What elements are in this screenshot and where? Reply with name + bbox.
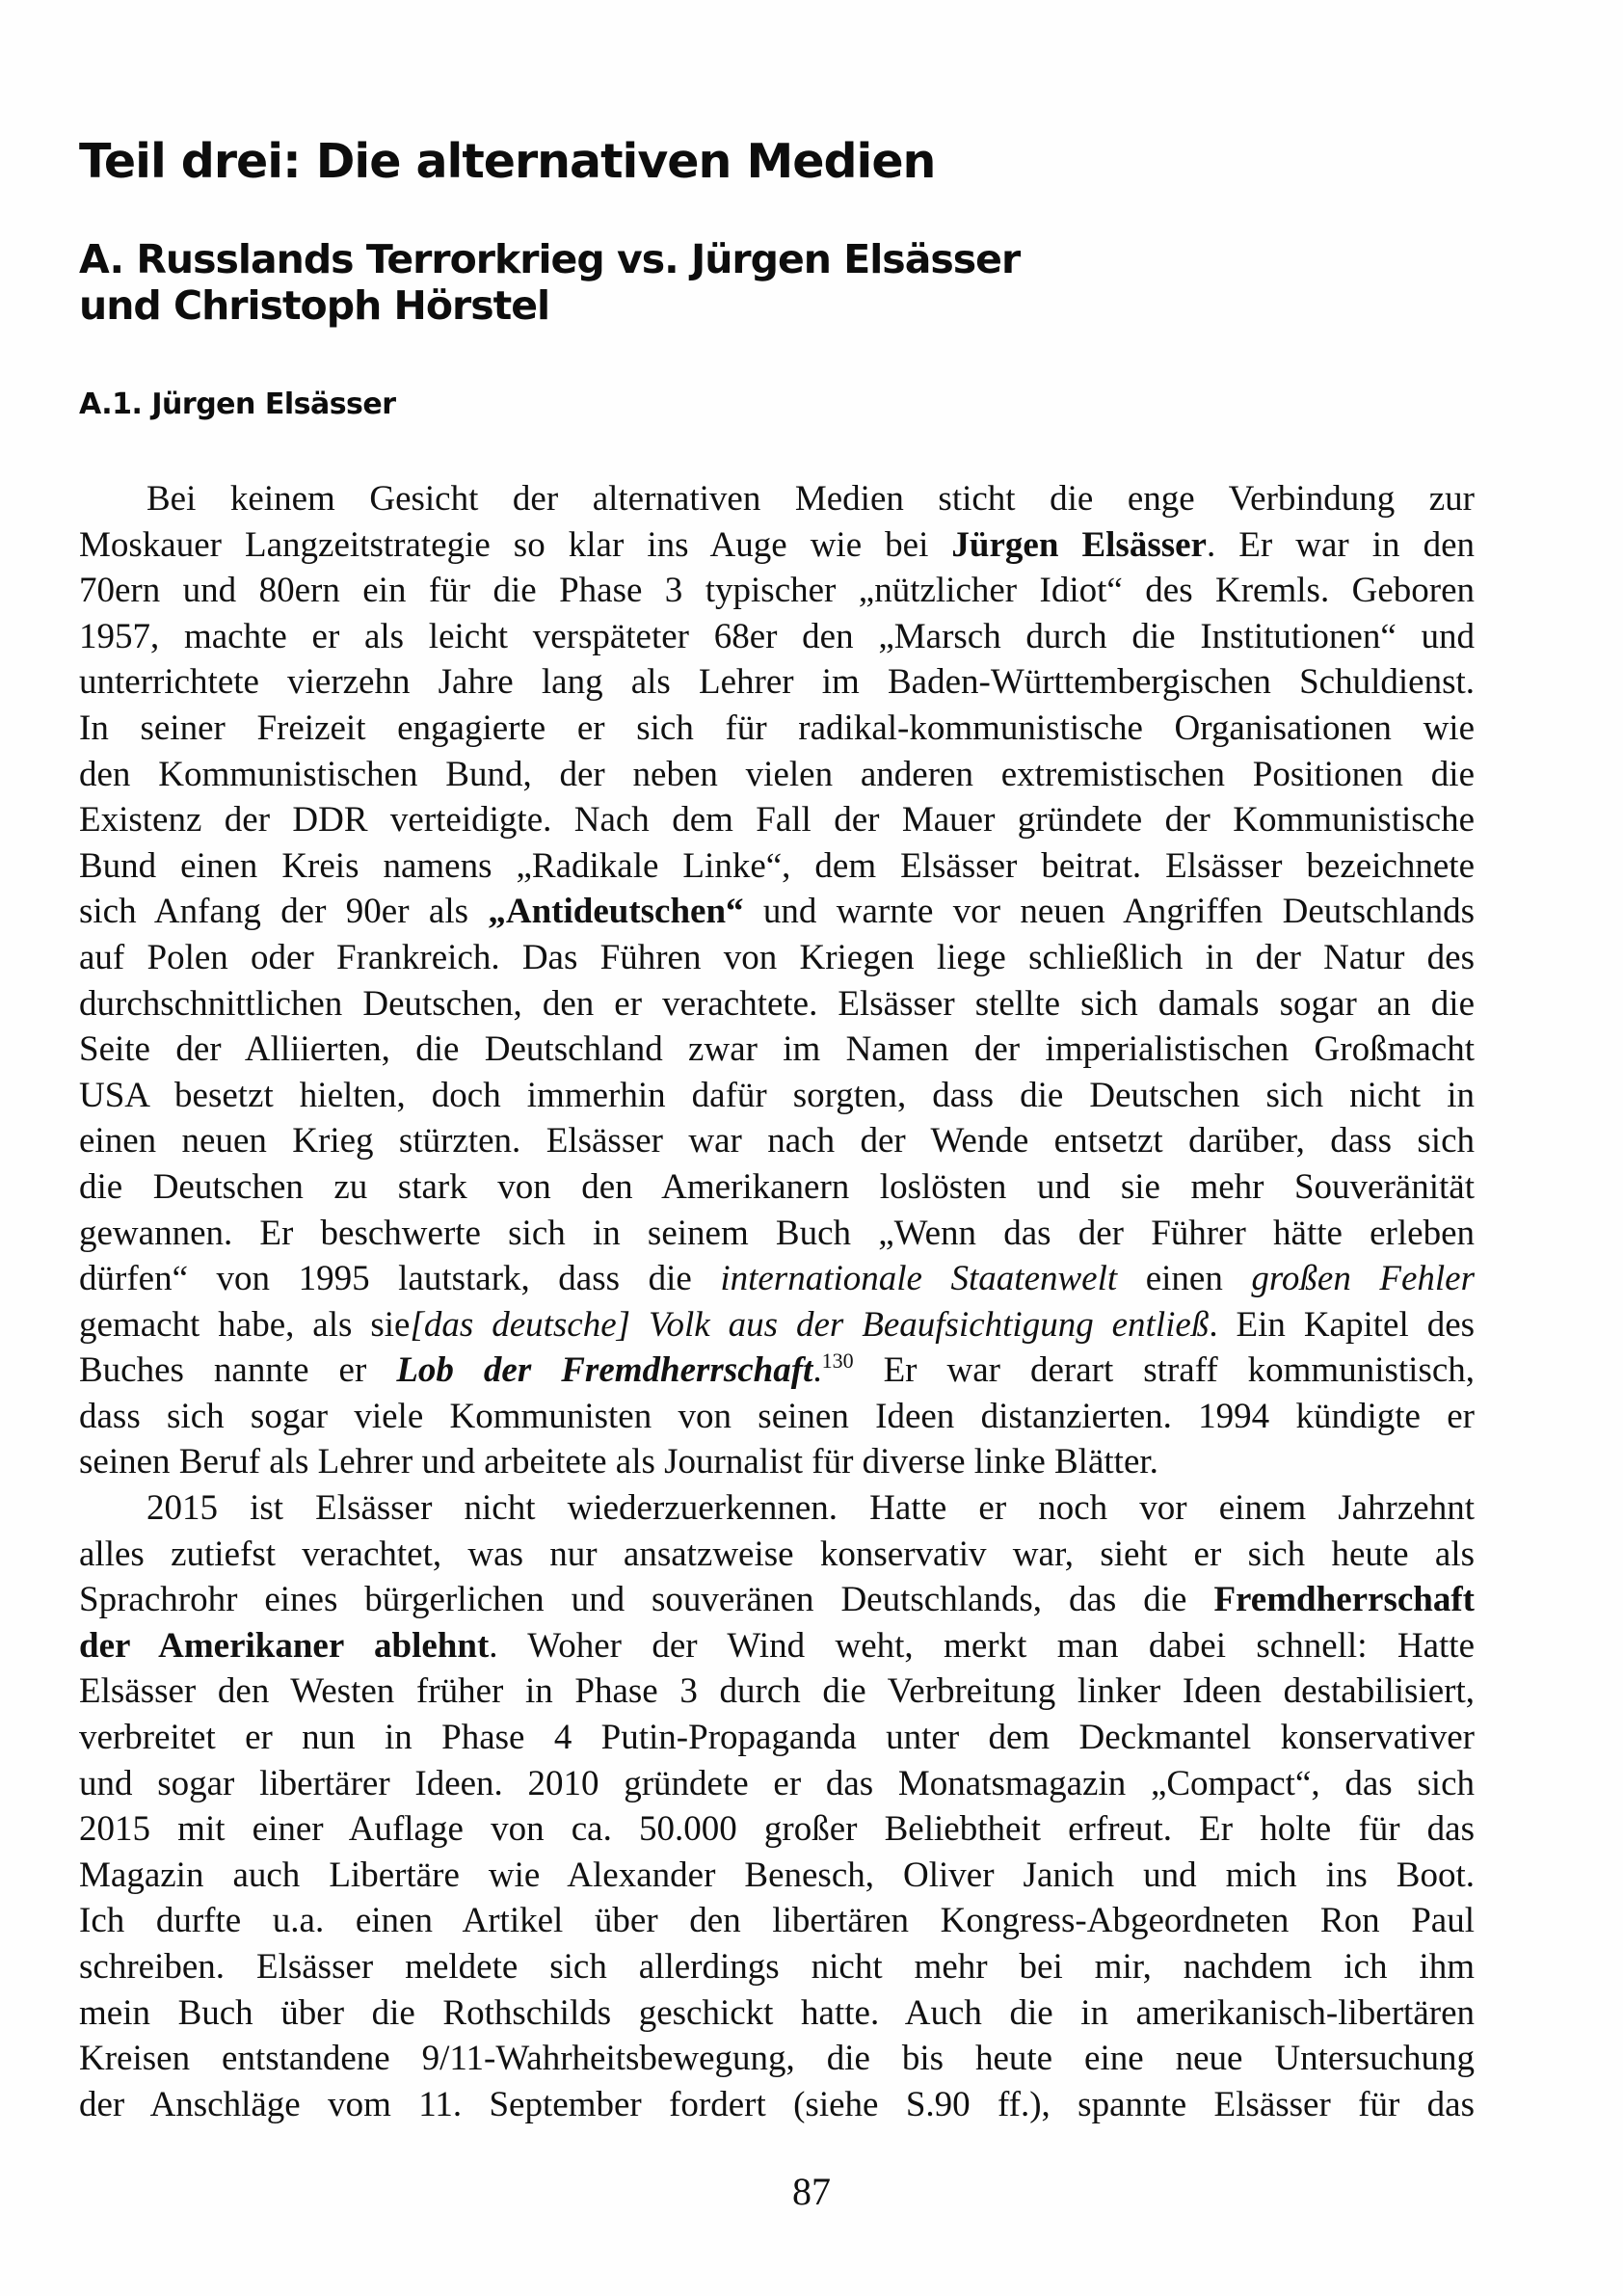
text-line bbox=[79, 706, 1475, 752]
text-run: USA besetzt hielten, doch immerhin dafür sorgten, dass die Deutschen sich nicht in bbox=[79, 1075, 1475, 1115]
text-run: Elsässer den Westen früher in Phase 3 durch die Verbreitung linker Ideen destabilisiert, bbox=[79, 1671, 1475, 1712]
body-text bbox=[79, 476, 1475, 2127]
text-run: 2015 mit einer Auflage von ca. 50.000 großer Beliebtheit erfreut. Er holte für das bbox=[79, 1809, 1475, 1850]
text-line bbox=[79, 2036, 1475, 2082]
text-run: 1957, machte er als leicht verspäteter 68er den „Marsch durch die Institutionen“ und bbox=[79, 616, 1475, 656]
text-run: Existenz der DDR verteidigte. Nach dem Fall der Mauer gründete der Kommunistische bbox=[79, 800, 1475, 841]
text-line bbox=[79, 1211, 1475, 1257]
text-line bbox=[79, 476, 1475, 522]
bold-text: Fremdherrschaft bbox=[1213, 1580, 1475, 1620]
bold-text: der Amerikaner ablehnt bbox=[79, 1625, 490, 1666]
text-line bbox=[79, 797, 1475, 843]
text-run: In seiner Freizeit engagierte er sich für radikal-kommunistische Organisationen wie bbox=[79, 707, 1475, 748]
text-line bbox=[79, 1623, 1475, 1669]
text-line bbox=[79, 2082, 1475, 2128]
text-line bbox=[79, 1761, 1475, 1807]
subsection-heading: A.1. Jürgen Elsässer bbox=[79, 387, 396, 421]
text-run: und warnte vor neuen Angriffen Deutschlands bbox=[743, 892, 1475, 932]
text-run: alles zutiefst verachtet, was nur ansatzweise konservativ war, sieht er sich heute als bbox=[79, 1534, 1475, 1574]
text-run: dürfen“ von 1995 lautstark, dass die bbox=[79, 1259, 721, 1299]
footnote-marker: 130 bbox=[821, 1348, 854, 1374]
text-line bbox=[79, 1302, 1475, 1348]
text-line bbox=[79, 1256, 1475, 1302]
text-line bbox=[79, 1439, 1475, 1485]
text-line bbox=[79, 1853, 1475, 1899]
text-run: die Deutschen zu stark von den Amerikanern loslösten und sie mehr Souveränität bbox=[79, 1166, 1475, 1207]
text-line bbox=[79, 1027, 1475, 1073]
text-run: Bund einen Kreis namens „Radikale Linke“, dem Elsässer beitrat. Elsässer bezeichnete bbox=[79, 845, 1475, 886]
text-line bbox=[79, 981, 1475, 1028]
paragraph bbox=[79, 476, 1475, 1485]
text-run: mein Buch über die Rothschilds geschickt hatte. Auch die in amerikanisch-libertären bbox=[79, 1992, 1475, 2033]
text-run: schreiben. Elsässer meldete sich allerdings nicht mehr bei mir, nachdem ich ihm bbox=[79, 1947, 1475, 1987]
text-line bbox=[79, 1348, 1475, 1394]
text-run: verbreitet er nun in Phase 4 Putin-Propaganda unter dem Deckmantel konservativer bbox=[79, 1718, 1475, 1758]
text-line bbox=[79, 1990, 1475, 2037]
text-line bbox=[79, 1669, 1475, 1715]
text-line bbox=[79, 522, 1475, 569]
italic-text: großen Fehler bbox=[1251, 1259, 1475, 1299]
italic-text: [das deutsche] Volk aus der Beaufsichtigung entließ bbox=[410, 1304, 1210, 1345]
text-run: Er war derart straff kommunistisch, bbox=[853, 1350, 1476, 1391]
text-line bbox=[79, 752, 1475, 798]
text-run: sich Anfang der 90er als bbox=[79, 892, 489, 932]
text-line bbox=[79, 568, 1475, 614]
text-line bbox=[79, 1898, 1475, 1944]
text-run: seinen Beruf als Lehrer und arbeitete als Journalist für diverse linke Blätter. bbox=[79, 1442, 1158, 1482]
text-run: einen bbox=[1117, 1259, 1252, 1299]
italic-text: internationale Staatenwelt bbox=[720, 1259, 1118, 1299]
text-run: Kreisen entstandene 9/11-Wahrheitsbewegung, die bis heute eine neue Untersuchung bbox=[79, 2039, 1475, 2079]
text-run: Moskauer Langzeitstrategie so klar ins Auge wie bei bbox=[79, 524, 952, 565]
text-line bbox=[79, 1532, 1475, 1578]
text-run: Ich durfte u.a. einen Artikel über den libertären Kongress-Abgeordneten Ron Paul bbox=[79, 1901, 1475, 1941]
text-run: . Er war in den bbox=[1206, 524, 1475, 565]
text-line bbox=[79, 1164, 1475, 1211]
text-line bbox=[79, 1073, 1475, 1119]
text-run: einen neuen Krieg stürzten. Elsässer war nach der Wende entsetzt darüber, dass sich bbox=[79, 1121, 1475, 1161]
text-run: dass sich sogar viele Kommunisten von seinen Ideen distanzierten. 1994 kündigte er bbox=[79, 1396, 1475, 1436]
text-run: Bei keinem Gesicht der alternativen Medien sticht die enge Verbindung zur bbox=[146, 479, 1475, 519]
bold-text: Jürgen Elsässer bbox=[951, 524, 1207, 565]
text-run: . bbox=[812, 1350, 822, 1391]
section-heading-line-1: A. Russlands Terrorkrieg vs. Jürgen Elsässer bbox=[79, 236, 1021, 282]
text-line bbox=[79, 889, 1475, 935]
bold-text: „Antideutschen“ bbox=[488, 892, 744, 932]
text-run: der Anschläge vom 11. September fordert (siehe S.90 ff.), spannte Elsässer für das bbox=[79, 2084, 1475, 2124]
section-heading-line-2: und Christoph Hörstel bbox=[79, 282, 550, 329]
text-line bbox=[79, 1944, 1475, 1990]
text-run: durchschnittlichen Deutschen, den er verachtete. Elsässer stellte sich damals sogar an die bbox=[79, 983, 1475, 1024]
text-run: unterrichtete vierzehn Jahre lang als Lehrer im Baden-Württembergischen Schuldienst. bbox=[79, 662, 1475, 703]
text-run: den Kommunistischen Bund, der neben vielen anderen extremistischen Positionen die bbox=[79, 754, 1475, 794]
paragraph bbox=[79, 1485, 1475, 2127]
text-run: gemacht habe, als sie bbox=[79, 1304, 411, 1345]
text-line bbox=[79, 1118, 1475, 1164]
text-run: 70ern und 80ern ein für die Phase 3 typischer „nützlicher Idiot“ des Kremls. Geboren bbox=[79, 571, 1475, 611]
text-line bbox=[79, 614, 1475, 660]
text-run: Sprachrohr eines bürgerlichen und souveränen Deutschlands, das die bbox=[79, 1580, 1214, 1620]
text-run: Seite der Alliierten, die Deutschland zwar im Namen der imperialistischen Großmacht bbox=[79, 1029, 1475, 1070]
part-heading: Teil drei: Die alternativen Medien bbox=[79, 134, 936, 189]
text-run: Magazin auch Libertäre wie Alexander Benesch, Oliver Janich und mich ins Boot. bbox=[79, 1855, 1475, 1895]
text-line bbox=[79, 1394, 1475, 1440]
text-run: und sogar libertärer Ideen. 2010 gründete er das Monatsmagazin „Compact“, das sich bbox=[79, 1763, 1475, 1803]
text-line bbox=[79, 1577, 1475, 1623]
text-run: auf Polen oder Frankreich. Das Führen von Kriegen liege schließlich in der Natur des bbox=[79, 937, 1475, 977]
text-run: gewannen. Er beschwerte sich in seinem Buch „Wenn das der Führer hätte erleben bbox=[79, 1213, 1475, 1253]
text-run: . Ein Kapitel des bbox=[1209, 1304, 1476, 1345]
text-run: 2015 ist Elsässer nicht wiederzuerkennen. Hatte er noch vor einem Jahrzehnt bbox=[146, 1488, 1475, 1529]
text-line bbox=[79, 659, 1475, 706]
text-line bbox=[79, 1715, 1475, 1761]
text-line bbox=[79, 843, 1475, 890]
text-line bbox=[79, 935, 1475, 981]
page-number: 87 bbox=[792, 2170, 831, 2213]
text-run: . Woher der Wind weht, merkt man dabei schnell: Hatte bbox=[489, 1625, 1476, 1666]
bold-italic-title: Lob der Fremdherrschaft bbox=[396, 1350, 813, 1391]
text-line bbox=[79, 1485, 1475, 1532]
text-run: Buches nannte er bbox=[79, 1350, 397, 1391]
text-line bbox=[79, 1806, 1475, 1853]
section-heading bbox=[79, 236, 1236, 329]
